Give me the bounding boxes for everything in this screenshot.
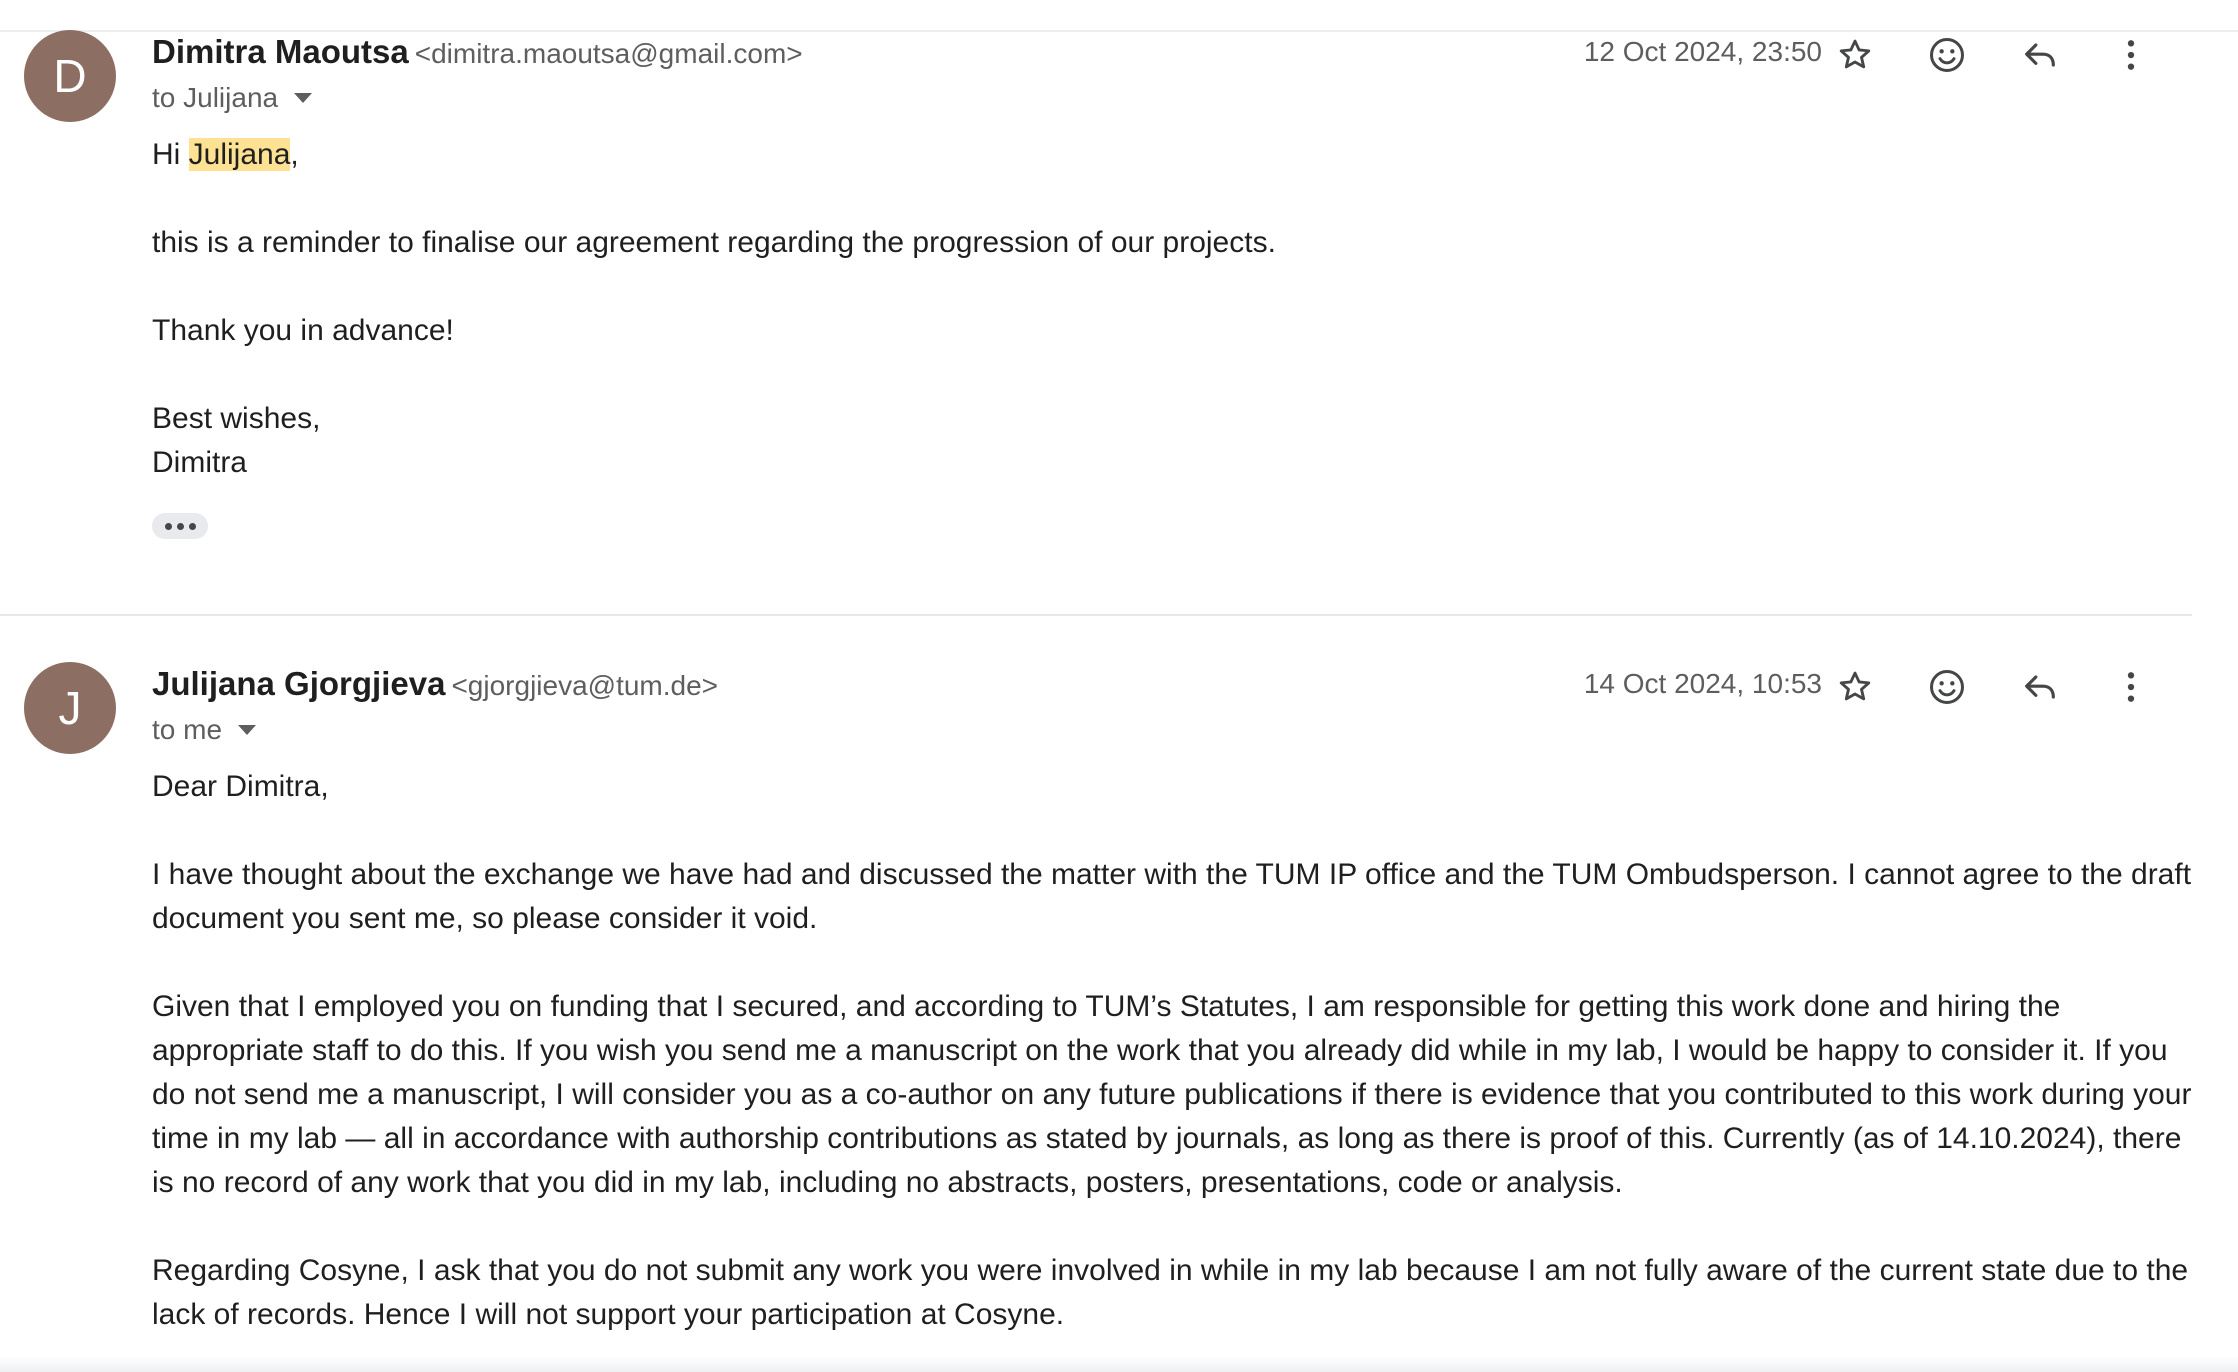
highlighted-name: Julijana (188, 138, 291, 171)
avatar[interactable]: J (24, 662, 116, 754)
chevron-down-icon[interactable] (294, 93, 312, 103)
sender-line (152, 665, 718, 703)
avatar[interactable]: D (24, 30, 116, 122)
bottom-fade (0, 1356, 2238, 1372)
message-actions (1830, 30, 2200, 80)
emoji-reaction-icon[interactable] (1922, 30, 1972, 80)
more-options-icon[interactable] (2106, 30, 2156, 80)
more-options-icon[interactable] (2106, 662, 2156, 712)
dot-icon (189, 523, 196, 530)
chevron-down-icon[interactable] (238, 725, 256, 735)
paragraph: Given that I employed you on funding that I secured, and according to TUM’s Statutes, I am responsible for getting this work done and hiring the appropriate staff to do this. If you wish you send me a manuscript on the work that you already did while in my lab, I would be happy to consider it. If you do not send me a manuscript, I will consider you as a co-author on any future publications if there is evidence that you contributed to this work during your time in my lab — all in accordance with authorship contributions as stated by journals, as long as there is proof of this. Currently (as of 14.10.2024), there is no record of any work that you did in my lab, including no abstracts, posters, presentations, code or analysis. (152, 990, 2192, 1199)
sender-name[interactable]: Julijana Gjorgjieva (152, 665, 446, 702)
recipient-label: to Julijana (152, 82, 279, 113)
signoff: Best wishes, (152, 402, 321, 435)
greeting-suffix: , (290, 138, 299, 171)
sender-email: <gjorgjieva@tum.de> (451, 670, 719, 701)
recipient-label: to me (152, 714, 223, 745)
message-header (152, 662, 2200, 762)
message-body (152, 765, 2196, 1337)
greeting-prefix: Hi (152, 138, 189, 171)
star-icon[interactable] (1830, 662, 1880, 712)
dot-icon (165, 523, 172, 530)
sender-line (152, 33, 803, 71)
message-actions (1830, 662, 2200, 712)
message-divider (0, 614, 2192, 616)
message-date: 12 Oct 2024, 23:50 (1583, 36, 1822, 67)
reply-icon[interactable] (2015, 662, 2065, 712)
emoji-reaction-icon[interactable] (1922, 662, 1972, 712)
sender-email: <dimitra.maoutsa@gmail.com> (414, 38, 803, 69)
message-body (152, 133, 2196, 539)
reply-icon[interactable] (2015, 30, 2065, 80)
greeting (152, 133, 2196, 177)
paragraph: Thank you in advance! (152, 314, 454, 347)
sender-name[interactable]: Dimitra Maoutsa (152, 33, 409, 70)
show-trimmed-content-button[interactable] (152, 513, 208, 539)
paragraph: this is a reminder to finalise our agreement regarding the progression of our projects. (152, 226, 1276, 259)
paragraph: I have thought about the exchange we have had and discussed the matter with the TUM IP office and the TUM Ombudsperson. I cannot agree to the draft document you sent me, so please consider it void. (152, 858, 2192, 935)
message-date: 14 Oct 2024, 10:53 (1583, 668, 1822, 699)
signature: Dimitra (152, 446, 247, 479)
dot-icon (177, 523, 184, 530)
paragraph: Regarding Cosyne, I ask that you do not submit any work you were involved in while in my lab because I am not fully aware of the current state due to the lack of records. Hence I will not support your participation at Cosyne. (152, 1254, 2189, 1331)
star-icon[interactable] (1830, 30, 1880, 80)
greeting: Dear Dimitra, (152, 770, 329, 803)
recipient-details[interactable] (152, 714, 256, 746)
message-header (152, 30, 2200, 130)
recipient-details[interactable] (152, 82, 312, 114)
